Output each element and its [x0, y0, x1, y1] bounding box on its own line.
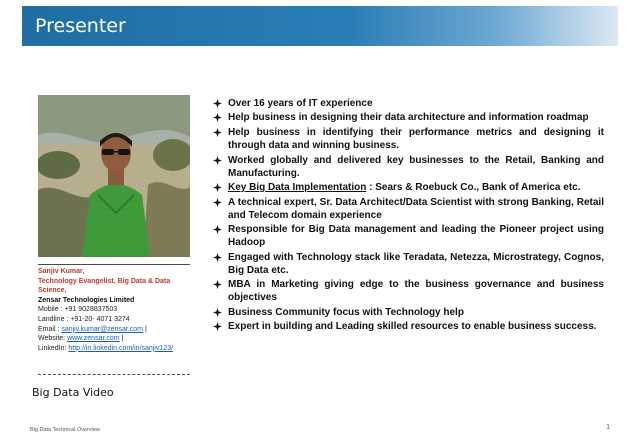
- title-bar: [22, 6, 618, 46]
- diamond-bullet-icon: [213, 99, 222, 108]
- list-item: MBA in Marketing giving edge to the business governance and business objectives: [212, 278, 604, 304]
- presenter-mobile: Mobile : +91 9028837503: [38, 306, 118, 314]
- experience-list: [212, 97, 604, 335]
- presenter-name: Sanjiv Kumar,: [38, 268, 85, 275]
- diamond-bullet-icon: [213, 128, 222, 137]
- diamond-bullet-icon: [213, 198, 222, 207]
- slide-title: Presenter: [35, 15, 126, 37]
- list-item: Business Community focus with Technology help: [212, 306, 604, 319]
- presenter-linkedin-row: LinkedIn: http://in.linkedin.com/in/sanjiv123/: [38, 344, 174, 352]
- presenter-photo: [38, 95, 190, 257]
- presenter-contact-card: [38, 267, 198, 353]
- list-item: A technical expert, Sr. Data Architect/Data Scientist with strong Banking, Retail and Telecom domain experience: [212, 196, 604, 222]
- diamond-bullet-icon: [213, 322, 222, 331]
- diamond-bullet-icon: [213, 280, 222, 289]
- website-link[interactable]: www.zensar.com: [67, 335, 120, 343]
- email-link[interactable]: sanjiv.kumar@zensar.com: [61, 325, 144, 333]
- diamond-bullet-icon: [213, 113, 222, 122]
- list-item: Worked globally and delivered key businesses to the Retail, Banking and Manufacturing.: [212, 154, 604, 180]
- page-number: 1: [606, 424, 610, 431]
- list-item: Engaged with Technology stack like Teradata, Netezza, Microstrategy, Cognos, Big Data etc.: [212, 251, 604, 277]
- list-item: Responsible for Big Data management and leading the Pioneer project using Hadoop: [212, 223, 604, 249]
- list-item: Expert in building and Leading skilled resources to enable business success.: [212, 320, 604, 333]
- diamond-bullet-icon: [213, 183, 222, 192]
- presenter-company: Zensar Technologies Limited: [38, 296, 135, 304]
- list-item: Key Big Data Implementation : Sears & Roebuck Co., Bank of America etc.: [212, 181, 604, 194]
- profile-divider-top: [38, 264, 190, 265]
- presenter-role: Technology Evangelist, Big Data & Data Science,: [38, 277, 171, 295]
- video-label[interactable]: Big Data Video: [32, 386, 114, 399]
- linkedin-link[interactable]: http://in.linkedin.com/in/sanjiv123/: [68, 344, 174, 352]
- key-implementation-heading: Key Big Data Implementation: [228, 182, 367, 194]
- list-item: Over 16 years of IT experience: [212, 97, 604, 110]
- diamond-bullet-icon: [213, 308, 222, 317]
- profile-divider-bottom: [38, 374, 190, 375]
- slide-footer: Big Data Technical Overview: [30, 427, 100, 433]
- list-item: Help business in designing their data architecture and information roadmap: [212, 111, 604, 124]
- presenter-landline: Landline : +91-20- 4071 3274: [38, 315, 130, 323]
- presenter-website-row: Website: www.zensar.com |: [38, 335, 124, 343]
- diamond-bullet-icon: [213, 253, 222, 262]
- presenter-email-row: Email : sanjiv.kumar@zensar.com |: [38, 325, 147, 333]
- diamond-bullet-icon: [213, 156, 222, 165]
- list-item: Help business in identifying their performance metrics and designing it through data and winning business.: [212, 126, 604, 152]
- diamond-bullet-icon: [213, 225, 222, 234]
